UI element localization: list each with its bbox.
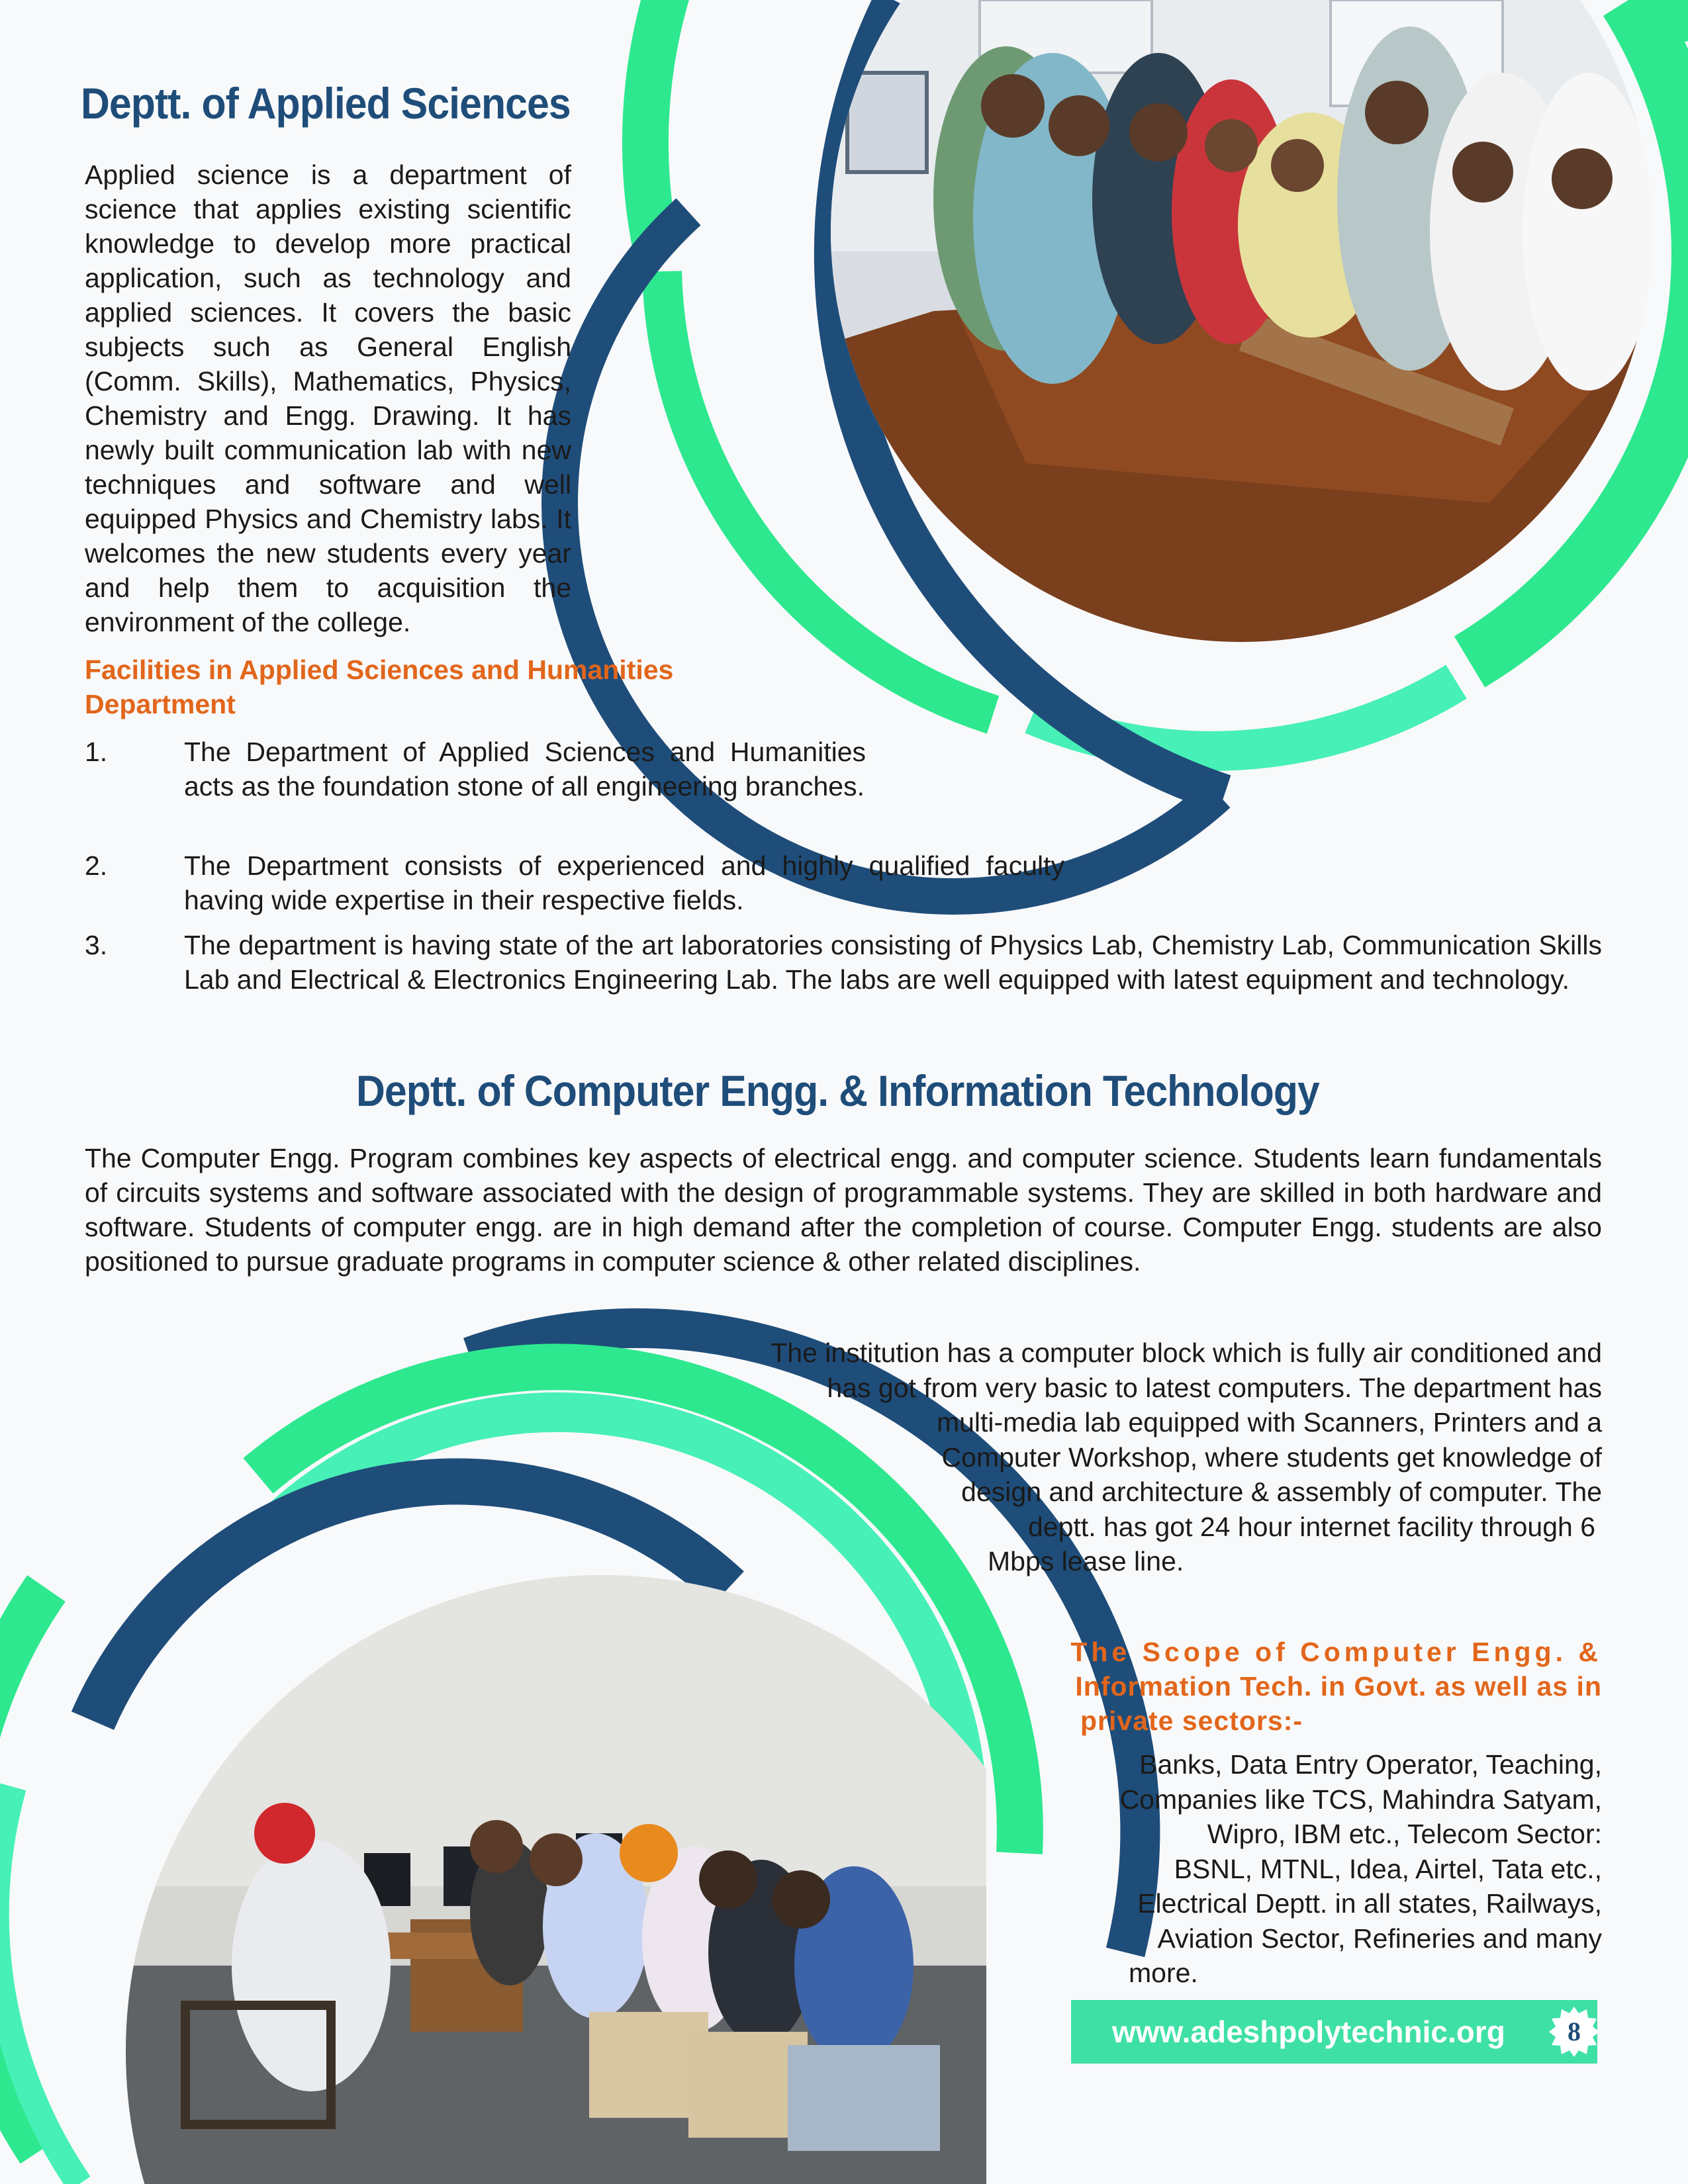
computer-lab-photo (126, 1542, 986, 2184)
applied-sciences-intro: Applied science is a department of science that applies existing scientific knowledge to develop more practical application, such as technology and applied sciences. It covers the basic subjects such as General English (Comm. Skills), Mathematics, Physics, Chemistry and Engg. Drawing. It has newly built communication lab with new techniques and software and well equipped Physics and Chemistry labs. It welcomes the new students every year and help them to acquisition the environment of the college. (85, 159, 571, 637)
page-number-badge (1548, 2005, 1601, 2058)
scope-heading: The Scope of Computer Engg. & Information Tech. in Govt. as well as in private sectors:- (1070, 1637, 1602, 1736)
facilities-list-3 (85, 928, 1602, 997)
facilities-list-1 (85, 735, 866, 803)
list-item: 1. The Department of Applied Sciences and Humanities acts as the foundation stone of all engineering branches. (85, 737, 866, 801)
list-item: 2. The Department consists of experienced and highly qualified faculty having wide expertise in their respective fields. (85, 850, 1064, 915)
facilities-heading: Facilities in Applied Sciences and Humanities Department (85, 655, 674, 719)
list-item: 3. The department is having state of the art laboratories consisting of Physics Lab, Chemistry Lab, Communication Skills Lab and Electrical & Electronics Engineering Lab. The labs are well equipped with latest equipment and technology. (85, 930, 1602, 995)
facilities-list-2 (85, 848, 1064, 917)
scope-body: Banks, Data Entry Operator, Teaching, Companies like TCS, Mahindra Satyam, Wipro, IBM etc., Telecom Sector: BSNL, MTNL, Idea, Airtel, Tata etc., Electrical Deptt. in all states, Railways, Aviation Sector, Refineries and many more. (1119, 1749, 1602, 1988)
section-title-computer-engg: Deptt. of Computer Engg. & Information Technology (356, 1066, 1319, 1115)
page-number: 8 (1568, 2017, 1581, 2046)
computer-engg-intro: The Computer Engg. Program combines key aspects of electrical engg. and computer science. Students learn fundamentals of circuits systems and software associated with the design of programmable systems. They are skilled in both hardware and software. Students of computer engg. are in high demand after the completion of course. Computer Engg. students are also positioned to pursue graduate programs in computer science & other related disciplines. (85, 1143, 1602, 1277)
section-title-applied-sciences: Deptt. of Applied Sciences (81, 79, 571, 128)
website-link[interactable]: www.adeshpolytechnic.org (1112, 2015, 1505, 2049)
computer-block-text: The institution has a computer block which is fully air conditioned and has got from very basic to latest computers. The department has multi-media lab equipped with Scanners, Printers and a Computer Workshop, where students get knowledge of design and architecture & assembly of computer. The deptt. has got 24 hour internet facility through 6 Mbps lease line. (771, 1338, 1602, 1576)
